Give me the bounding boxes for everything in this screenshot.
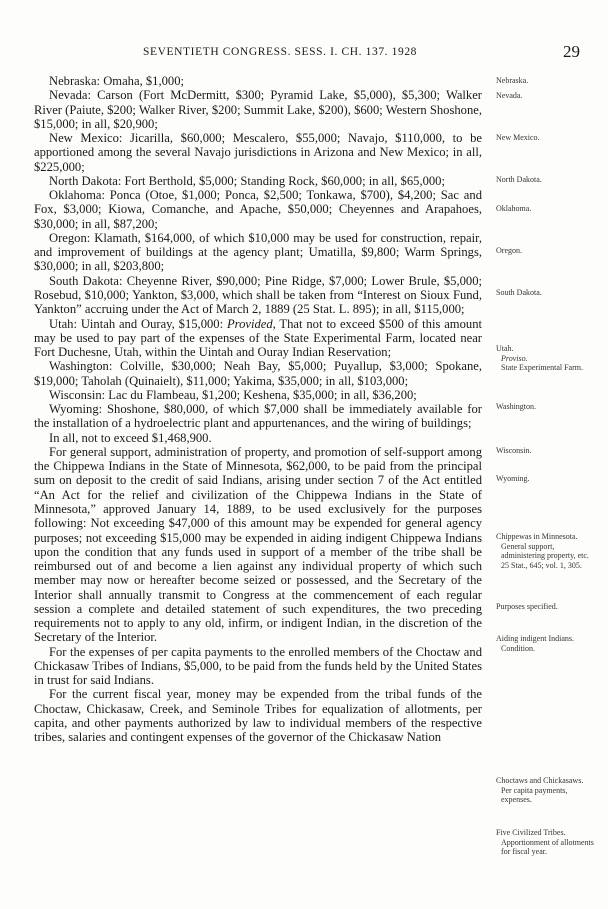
paragraph-tribal-funds: For the current fiscal year, money may be expended from the tribal funds of the Choctaw, Chickasaw, Creek, and Seminole Tribes for equalization of allotments, per capita, and other payments authorized by law to individual members of the respective tribes, salaries and contingent expenses of the governor of the Chickasaw Nation [34, 687, 482, 745]
paragraph-total: In all, not to exceed $1,468,900. [49, 430, 212, 445]
paragraph-utah [34, 317, 482, 360]
paragraph-nevada: Nevada: Carson (Fort McDermitt, $300; Pyramid Lake, $5,000), $5,300; Walker River (Paiute, $200; Walker River, $200; Summit Lake, $200), $600; Western Shoshone, $15,000; in all, $20,900; [34, 88, 482, 131]
paragraph-washington: Washington: Colville, $30,000; Neah Bay, $5,000; Puyallup, $3,000; Spokane, $19,000; Taholah (Quinaielt), $11,000; Yakima, $35,000; in all, $103,000; [34, 359, 482, 388]
margin-proviso: Proviso. [501, 353, 528, 363]
margin-note-oregon: Oregon. [496, 246, 522, 255]
margin-note-wyoming: Wyoming. [496, 474, 530, 483]
margin-note-aiding: Aiding indigent Indians. Condition. [496, 634, 574, 653]
paragraph-choctaw-payments: For the expenses of per capita payments to the enrolled members of the Choctaw and Chickasaw Tribes of Indians, $5,000, to be paid from the funds held by the United States in trust for said Indians. [34, 644, 482, 688]
margin-note-nebraska: Nebraska. [496, 76, 529, 85]
margin-note-nevada: Nevada. [496, 91, 523, 100]
margin-note-five-tribes: Five Civilized Tribes. Apportionment of allotments for fiscal year. [496, 828, 594, 856]
margin-note-oklahoma: Oklahoma. [496, 204, 532, 213]
margin-note-north-dakota: North Dakota. [496, 175, 542, 184]
margin-note-south-dakota: South Dakota. [496, 288, 542, 297]
margin-note-chippewas: Chippewas in Minnesota. General support, administering property, etc. 25 Stat., 645; vol. 1, 305. [496, 532, 589, 570]
paragraph-new-mexico: New Mexico: Jicarilla, $60,000; Mescalero, $55,000; Navajo, $110,000, to be apportioned among the several Navajo jurisdictions in Arizona and New Mexico; in all, $225,000; [34, 131, 482, 174]
proviso-word: Provided [226, 316, 273, 331]
utah-text-after: , That not to exceed $500 of this amount may be used to pay part of the expenses of the State Experimental Farm, located near Fort Duchesne, Utah, within the Uintah and Ouray Indian Reservation; [34, 316, 482, 360]
running-head: SEVENTIETH CONGRESS. SESS. I. CH. 137. 1928 [143, 46, 418, 58]
paragraph-oregon: Oregon: Klamath, $164,000, of which $10,000 may be used for construction, repair, and improvement of buildings at the agency plant; Umatilla, $9,800; Warm Springs, $30,000; in all, $203,800; [34, 230, 482, 274]
paragraph-south-dakota: South Dakota: Cheyenne River, $90,000; Pine Ridge, $7,000; Lower Brule, $5,000; Rosebud, $10,000; Yankton, $3,000, which shall be taken from “Interest on Sioux Fund, Yankton” accruing under the Act of March 2, 1889 (25 Stat. L. 895); in all, $115,000; [34, 273, 482, 317]
body-text [34, 74, 482, 744]
paragraph-north-dakota: North Dakota: Fort Berthold, $5,000; Standing Rock, $60,000; in all, $65,000; [49, 173, 445, 188]
margin-note-wisconsin: Wisconsin. [496, 446, 532, 455]
paragraph-oklahoma: Oklahoma: Ponca (Otoe, $1,000; Ponca, $2,500; Tonkawa, $700), $4,200; Sac and Fox, $3,000; Kiowa, Comanche, and Apache, $50,000; Cheyennes and Arapahoes, $30,000; in all, $87,200; [34, 188, 482, 231]
paragraph-wyoming: Wyoming: Shoshone, $80,000, of which $7,000 shall be immediately available for the installation of a hydroelectric plant and appurtenances, and the wiring of buildings; [34, 402, 482, 431]
margin-note-purposes: Purposes specified. [496, 602, 558, 611]
paragraph-chippewa: For general support, administration of property, and promotion of self-support among the Chippewa Indians in the State of Minnesota, $62,000, to be paid from the principal sum on deposit to the credit of said Indians, arising under section 7 of the Act entitled “An Act for the relief and civilization of the Chippewa Indians in the State of Minnesota,” approved January 14, 1889, to be used exclusively for the purposes following: Not exceeding $47,000 of this amount may be expended for general agency purposes; not exceeding $15,000 may be expended in aiding indigent Chippewa Indians upon the condition that any funds used in support of a member of the tribe shall be reimbursed out of and become a lien against any individual property of which such member may now or hereafter become seized or possessed, and the Secretary of the Interior shall annually transmit to Congress at the commencement of each regular session a complete and detailed statement of such expenditures, the two preceding requirements not to apply to any old, infirm, or indigent Indian, in the discretion of the Secretary of the Interior. [34, 444, 482, 645]
paragraph-nebraska: Nebraska: Omaha, $1,000; [49, 74, 184, 88]
page-number: 29 [563, 42, 580, 61]
margin-note-new-mexico: New Mexico. [496, 133, 540, 142]
margin-note-washington: Washington. [496, 402, 537, 411]
page-header [0, 44, 608, 64]
margin-note-choctaws: Choctaws and Chickasaws. Per capita payments, expenses. [496, 776, 584, 804]
paragraph-wisconsin: Wisconsin: Lac du Flambeau, $1,200; Keshena, $35,000; in all, $36,200; [49, 387, 417, 402]
utah-text-before: Utah: Uintah and Ouray, $15,000: [49, 316, 227, 331]
margin-note-utah: Utah. Proviso. State Experimental Farm. [496, 344, 583, 372]
